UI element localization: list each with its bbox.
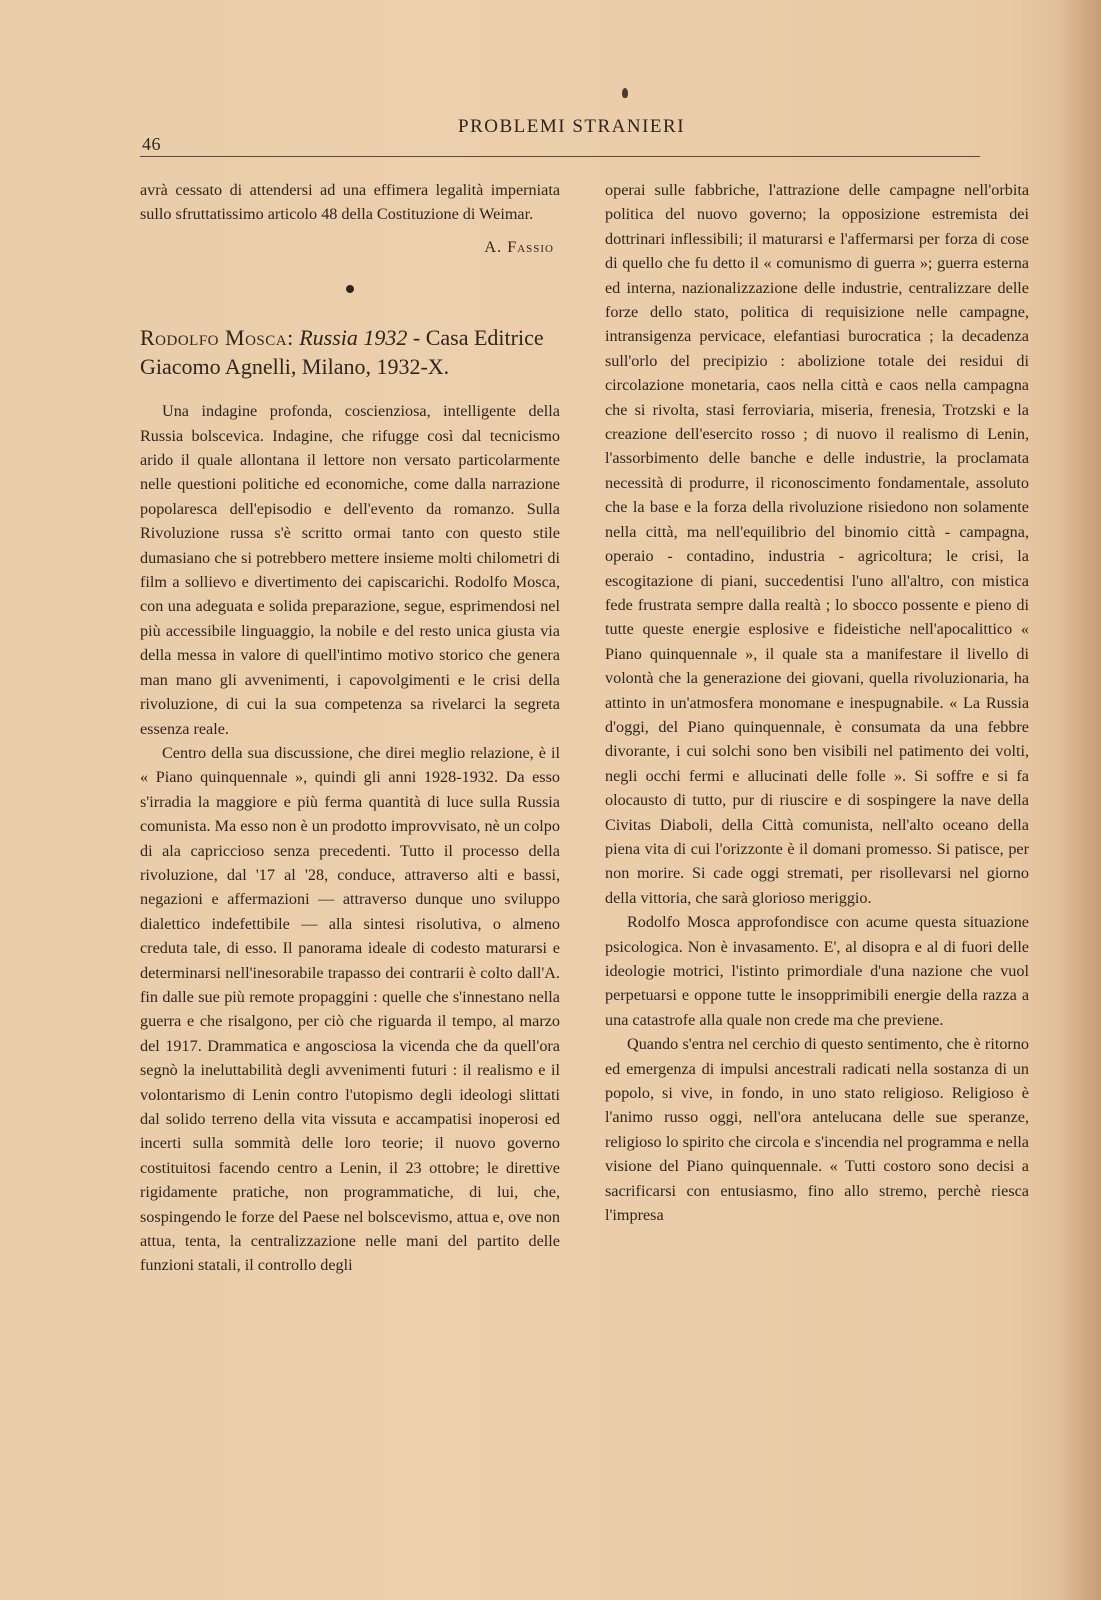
section-bullet — [346, 285, 354, 293]
paragraph: operai sulle fabbriche, l'attrazione delle campagne nell'orbita politica del nuovo governo; la opposizione estremista dei dottrinari inflessibili; il maturarsi e l'affermarsi per forza di cose di quello che fu detto il « comunismo di guerra »; guerra esterna ed interna, nazionalizzazione delle industrie, centralizzare delle forze dello stato, politica di requisizione nelle campagne, intransigenza pervicace, elefantiasi burocratica ; la decadenza sull'orlo del precipizio : abolizione totale dei residui di circolazione monetaria, caos nella città e caos nella campagna che si rivolta, stasi ferroviaria, miseria, frenesia, Trotzski e la creazione dell'esercito rosso ; di nuovo il realismo di Lenin, l'assorbimento delle banche e delle industrie, la proclamata necessità di produrre, il riconoscimento fondamentale, assoluto che la base e la forza della rivoluzione risiedono non solamente nella città, ma nell'equilibrio del binomio città - campagna, operaio - contadino, industria - agricoltura; le crisi, la escogitazione di piani, succedentisi l'uno all'altro, con mistica fede frustrata sempre dalla realtà ; lo sbocco possente e pieno di tutte queste energie esplosive e fideistiche nell'apocalittico « Piano quinquennale », il quale sta a manifestare il livello di volontà che la generazione dei giovani, quella rivoluzionaria, ha attinto in un'atmosfera monomane e inespugnabile. « La Russia d'oggi, del Piano quinquennale, è consumata da una febbre divorante, i cui solchi sono ben visibili nel patimento dei volti, negli occhi fermi e allucinati delle folle ». Si soffre e si fa olocausto di tutto, pur di riuscire e di sospingere la nave della Civitas Diaboli, della Città comunista, nell'alto oceano della piena vita di cui l'orizzonte è il domani promesso. Si patisce, per non morire. Si cade oggi stremati, per risollevarsi nel giorno della vittoria, che sarà glorioso meriggio. — [605, 181, 1029, 907]
running-head: PROBLEMI STRANIERI — [458, 116, 686, 137]
page-edge-shadow — [1061, 0, 1101, 1600]
book-author: Rodolfo Mosca: — [140, 325, 294, 351]
left-column — [140, 178, 560, 1278]
ink-mark — [622, 88, 628, 98]
page-number: 46 — [142, 134, 161, 154]
book-publisher: - Casa Editrice Giacomo Agnelli, Milano, 1932-X. — [140, 325, 544, 380]
book-heading — [140, 323, 560, 381]
paragraph: Quando s'entra nel cerchio di questo sentimento, che è ritorno ed emergenza di impulsi ancestrali radicati nella sostanza di un popolo, si vive, in fondo, in uno stato religioso. Religioso è l'animo russo oggi, nell'ora antelucana delle sue speranze, religioso lo spirito che circola e s'incendia nel programma e nella visione del Piano quinquennale. « Tutti costoro sono decisi a sacrificarsi con entusiasmo, fino allo stremo, perchè riesca l'impresa — [605, 1035, 1029, 1225]
intro-paragraph: avrà cessato di attendersi ad una effimera legalità imperniata sullo sfruttatissimo articolo 48 della Costituzione di Weimar. — [140, 181, 560, 224]
right-column — [605, 178, 1029, 1227]
paragraph: Centro della sua discussione, che direi meglio relazione, è il « Piano quinquennale », quindi gli anni 1928-1932. Da esso s'irradia la maggiore e più ferma quantità di luce sulla Russia comunista. Ma esso non è un prodotto improvvisato, nè un colpo di ala capriccioso senza precedenti. Tutto il processo della rivoluzione, dal '17 al '28, conduce, attraverso alti e bassi, negazioni e affermazioni — attraverso dunque uno sviluppo dialettico indefettibile — alla sintesi risolutiva, o almeno creduta tale, di esso. Il panorama ideale di codesto maturarsi e determinarsi nell'inesorabile trapasso dei contrarii è colto dall'A. fin dalle sue più remote propaggini : quelle che s'innestano nella guerra e che risalgono, per ciò che riguarda il tempo, al marzo del 1917. Drammatica e angosciosa la vicenda che da quell'ora segnò la ineluttabilità degli avvenimenti futuri : il realismo e il volontarismo di Lenin contro l'utopismo degli ideologi slittati dal solido terreno della vita vissuta e accampatisi inoperosi ed incerti sulla sommità delle loro teorie; il nuovo governo costituitosi facendo centro a Lenin, il 23 ottobre; le direttive rigidamente pratiche, non programmatiche, di lui, che, sospingendo le forze del Paese nel bolscevismo, attua e, ove non attua, tenta, la centralizzazione nelle mani del partito delle funzioni statali, il controllo degli — [140, 743, 560, 1275]
paragraph: Rodolfo Mosca approfondisce con acume questa situazione psicologica. Non è invasamento. E', al disopra e al di fuori delle ideologie motrici, l'istinto primordiale d'una nazione che vuol perpetuarsi e oppone tutte le insopprimibili energie della razza a una catastrofe alla quale non crede ma che previene. — [605, 913, 1029, 1029]
paragraph: Una indagine profonda, coscienziosa, intelligente della Russia bolscevica. Indagine, che rifugge così dal tecnicismo arido il quale allontana il lettore non versato particolarmente nelle questioni politiche ed economiche, come dalla narrazione popolaresca dell'episodio e dell'evento da romanzo. Sulla Rivoluzione russa s'è scritto ormai tanto con questo stile dumasiano che si potrebbero mettere insieme molti chilometri di film a sollievo e divertimento dei capiscarichi. Rodolfo Mosca, con una adeguata e solida preparazione, segue, esprimendosi nel più accessibile linguaggio, la nobile e del resto unica giusta via della messa in valore di quell'intimo motivo storico che genera man mano gli avvenimenti, i capovolgimenti e le crisi della rivoluzione, di cui la sua competenza sa rivelarci la segreta essenza reale. — [140, 402, 560, 738]
article-signature: A. Fassio — [484, 237, 554, 256]
book-title: Russia 1932 — [299, 325, 408, 351]
header-rule — [140, 156, 980, 157]
